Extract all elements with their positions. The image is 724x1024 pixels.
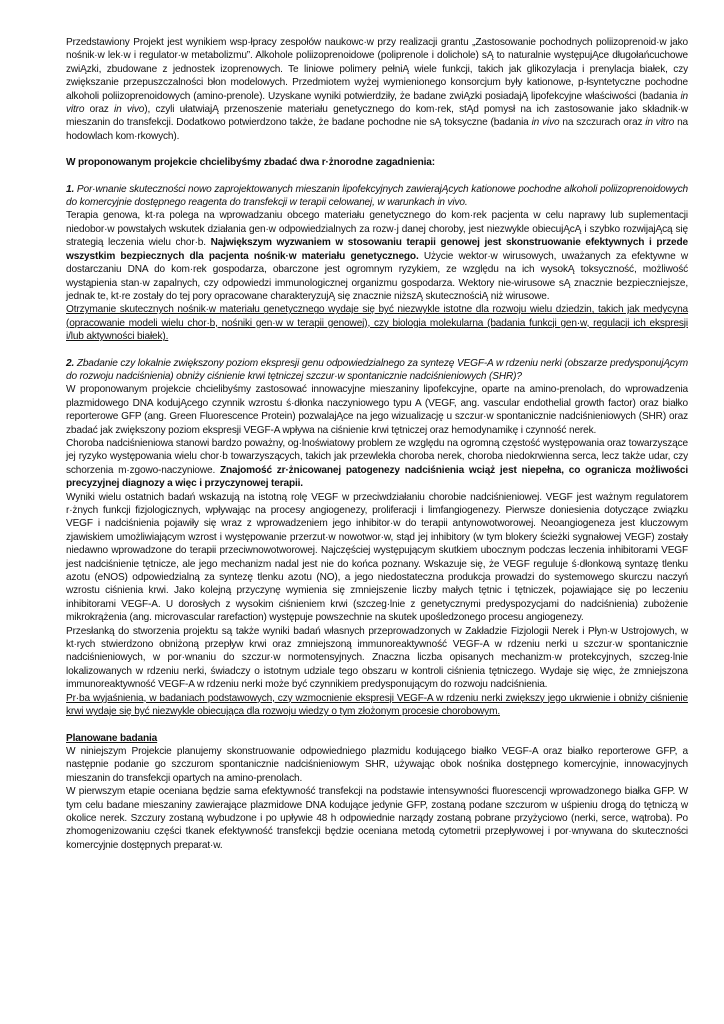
problem1-title-text: Por·wnanie skuteczności nowo zaprojektowanych mieszanin lipofekcyjnych zawierajĄcych kationowe pochodne alkoholi poliizoprenoidowych do komercyjnie dostępnego reagenta do transfekcji w terapii celowanej, w warunkach in vivo.	[66, 183, 688, 209]
problem1-paragraph-2: Otrzymanie skutecznych nośnik·w materiału genetycznego wydaje się być niezwykle istotne dla rozwoju wielu dziedzin, takich jak medycyna (opracowanie modeli wielu chor·b, nośniki gen·w w terapii genowej), czy biologia molekularna (badania funkcji gen·w, regulacji ich ekspresji i/lub aktywności białek).	[66, 304, 688, 343]
problem1-paragraph-1	[66, 209, 688, 303]
problem1-title	[66, 183, 688, 210]
problem2-paragraph-2	[66, 437, 688, 491]
problem1-para1-start: Terapia genowa, kt·ra polega na wprowadzaniu obcego materiału genetycznego do kom·rek pacjenta w celu naprawy lub suplementacji niedobor·w powstałych wskutek działania gen·w odpowiedzialnych za rozw·j danej choroby, jest niezwykle obiecujĄcĄ i szybko rozwijajĄcą się strategią leczenia wielu chor·b.	[66, 210, 688, 249]
problem2-title-text: Zbadanie czy lokalnie zwiększony poziom ekspresji genu odpowiedzialnego za syntezę VEGF-A w rdzeniu nerki (obszarze predysponujĄcym do rozwoju nadciśnienia) obniży ciśnienie krwi tętniczej szczur·w spontanicznie nadciśnieniowych (SHR)?	[66, 357, 688, 382]
intro-invitro-2: in vitro	[645, 117, 675, 129]
intro-invitro-1: in vitro	[66, 90, 688, 116]
problem1-number: 1.	[66, 183, 75, 195]
problem2-para2-start: Choroba nadciśnieniowa stanowi bardzo poważny, og·lnoświatowy problem ze względu na ogromną częstość występowania oraz towarzyszące jej ryzyko występowania wielu chor·b towarzyszących, takich jak przewlekła choroba nerek, choroba niedokrwienna serca, lecz także udar, czy schorzenia m·zgowo-naczyniowe.	[66, 437, 689, 476]
planned-paragraph-1: W niniejszym Projekcie planujemy skonstruowanie odpowiedniego plazmidu kodującego białko VEGF-A oraz białko reporterowe GFP, a następnie podanie go szczurom spontanicznie nadciśnieniowym SHR, używając obok nośnika dostępnego komercyjnie, innowacyjnych mieszanin do transfekcji opartych na amino-prenolach.	[66, 745, 688, 784]
problem2-paragraph-5: Pr·ba wyjaśnienia, w badaniach podstawowych, czy wzmocnienie ekspresji VEGF-A w rdzeniu nerki zwiększy jego ukrwienie i obniży ciśnienie krwi wydaje się być niezwykle obiecująca dla rozwoju wiedzy o tym złożonym procesie chorobowym.	[66, 692, 688, 718]
document-page	[66, 36, 688, 852]
planned-heading: Planowane badania	[66, 732, 158, 744]
planned-paragraph-2: W pierwszym etapie oceniana będzie sama efektywność transfekcji na podstawie intensywności fluorescencji wprowadzonego białka GFP. W tym celu badane mieszaniny zawierające plazmidowe DNA kodujące jedynie GFP, zostaną podane szczurom w uśpieniu drogą do tętniczą w okolice nerek. Szczury zostaną wybudzone i po upływie 48 h odpowiednie narządy zostaną pobrane przyżyciowo (nerki, serce, wątroba). Po zhomogenizowaniu części tkanek efektywność transfekcji będzie oceniana metodą cytometrii przepływowej i por·wnywana do skuteczności komercyjnie dostępnych preparat·w.	[66, 786, 688, 851]
problem2-paragraph-3: Wyniki wielu ostatnich badań wskazują na istotną rolę VEGF w przeciwdziałaniu chorobie nadciśnieniowej. VEGF jest ważnym regulatorem r·żnych funkcji fizjologicznych, wpływając na procesy angiogenezy, proliferacji i limfangiogenezy. Pierwsze doniesienia dotyczące związku VEGF i nadciśnienia pojawiły się wraz z wprowadzeniem jego inhibitor·w do terapii antynowotworowej. Neoangiogeneza jest kluczowym zjawiskiem umożliwiającym wzrost i występowanie przerzut·w nowotwor·w, stąd jej inhibitory (w tym blokery ścieżki sygnałowej VEGF) zostały niedawno wprowadzone do terapii przeciwnowotworowej. Najczęściej występującym skutkiem ubocznym podczas leczenia inhibitorami VEGF jest nadciśnienie tętnicze, ale jego mechanizm nadal jest nie do końca poznany. Wskazuje się, że VEGF reguluje ś·dłonkową syntazę tlenku azotu (eNOS) odpowiedzialną za syntezę tlenku azotu (NO), a jego niedostateczna produkcja prowadzi do systemowego skurczu naczyń wzrostu ciśnienia krwi. Jako kolejną przyczynę wymienia się zmniejszenie liczby małych tętnic i tętniczek, pojawiające się po leczeniu inhibitorami VEGF-A. U dorosłych z wysokim ciśnieniem krwi (szczeg·lnie z genetycznymi predyspozycjami do nadciśnienia) zubożenie mikrokrążenia (ang. microvascular rarefaction) występuje powszechnie na skutek upośledzonego procesu angiogenezy.	[66, 491, 688, 624]
intro-invivo-2: in vivo	[531, 117, 560, 129]
problem2-number: 2.	[66, 357, 75, 369]
intro-paragraph	[66, 36, 688, 143]
problem1-para1-bold: Największym wyzwaniem w stosowaniu terapii genowej jest skonstruowanie efektywnych i przede wszystkim bezpiecznych dla pacjenta nośnik·w materiału genetycznego.	[66, 237, 688, 262]
intro-text-3: ), czyli ułatwiajĄ przenoszenie materiału genetycznego do kom·rek, stĄd pomysł na ich zastosowanie jako składnik·w mieszanin do transfekcji. Dodatkowo potwierdzono także, że badane pochodne nie sĄ toksyczne (badania	[66, 104, 688, 129]
problem1-para1-end: Użycie wektor·w wirusowych, uważanych za efektywne w dostarczaniu DNA do kom·rek gospodarza, obarczone jest ogromnym ryzykiem, ze względu na ich wysokĄ toksyczność, możliwość wystąpienia stan·w zapalnych, czy odpowiedzi immunologicznej organizmu gospodarza. Wektory nie-wirusowe sĄ znacznie bezpieczniejsze, jednak te, kt·re zostały do tej pory opracowane charakteryzujĄ się znacznie niższĄ skutecznościĄ niż wirusowe.	[66, 250, 689, 302]
problems-heading: W proponowanym projekcie chcielibyśmy zbadać dwa r·żnorodne zagadnienia:	[66, 157, 435, 169]
problem2-paragraph-4: Przesłanką do stworzenia projektu są także wyniki badań własnych przeprowadzonych w Zakładzie Fizjologii Nerek i Płyn·w Ustrojowych, w kt·rych stwierdzono obniżoną przepływ krwi oraz zmniejszoną immunoreaktywność VEGF-A w rdzeniu nerki u szczur·w spontanicznie nadciśnieniowych, w por·wnaniu do szczur·w normotensyjnych. Znaczna liczba opisanych mechanizm·w protekcyjnych, szczeg·lnie lokalizowanych w rdzeniu nerki, świadczy o istotnym udziale tego obszaru w kontroli ciśnienia tętniczego. Wydaje się więc, że zmniejszona immunoreaktywność VEGF-A w rdzeniu nerki może być czynnikiem predysponującym do rozwoju nadciśnienia.	[66, 625, 688, 691]
intro-text-5: na hodowlach kom·rkowych).	[66, 117, 688, 142]
intro-invivo-1: in vivo	[114, 104, 145, 116]
intro-text-4: na szczurach oraz	[559, 117, 646, 129]
intro-text-1: Przedstawiony Projekt jest wynikiem wsp·łpracy zespołów naukowc·w przy realizacji grantu „Zastosowanie pochodnych poliizoprenoid·w jako nośnik·w lek·w i regulator·w metabolizmu”. Alkohole poliizoprenoidowe (poliprenole i dolichole) sĄ to naturalnie występujĄce długołańcuchowe zwiĄzki, zbudowane z jednostek izoprenowych. Te liniowe polimery pełniĄ wiele funkcji, takich jak glikozylacja i prenylacja białek, czy zwiększanie przepuszczalności błon modelowych. Przedmiotem wyżej wymienionego konsorcjum były kationowe, p·łsyntetyczne pochodne alkoholi poliizoprenoidowych (amino-prenole). Uzyskane wyniki potwierdziły, że badane zwiĄzki posiadajĄ lipofekcyjne właściwości (badania	[66, 37, 688, 102]
problem2-para2-bold: Znajomość zr·żnicowanej patogenezy nadciśnienia wciąż jest niepełna, co ogranicza możliwości precyzyjnej diagnozy a więc i przyczynowej terapii.	[66, 464, 689, 490]
intro-text-2: oraz	[84, 104, 115, 116]
problem2-paragraph-1: W proponowanym projekcie chcielibyśmy zastosować innowacyjne mieszaniny lipofekcyjne, oparte na amino-prenolach, do wprowadzenia plazmidowego DNA kodujĄcego czynnik wzrostu ś·dłonka naczyniowego typu A (VEGF, ang. vascular endothelial growth factor) oraz białko reporterowe GFP (ang. Green Fluorescence Protein) pozwalajĄce na jego wizualizację u szczur·w spontanicznie nadciśnieniowych (SHR) oraz zbadać jak zwiększony poziom ekspresji VEGF-A wpływa na ciśnienie krwi tętniczej oraz hemodynamikę i czynność nerek.	[66, 384, 688, 436]
problem2-title	[66, 357, 688, 384]
